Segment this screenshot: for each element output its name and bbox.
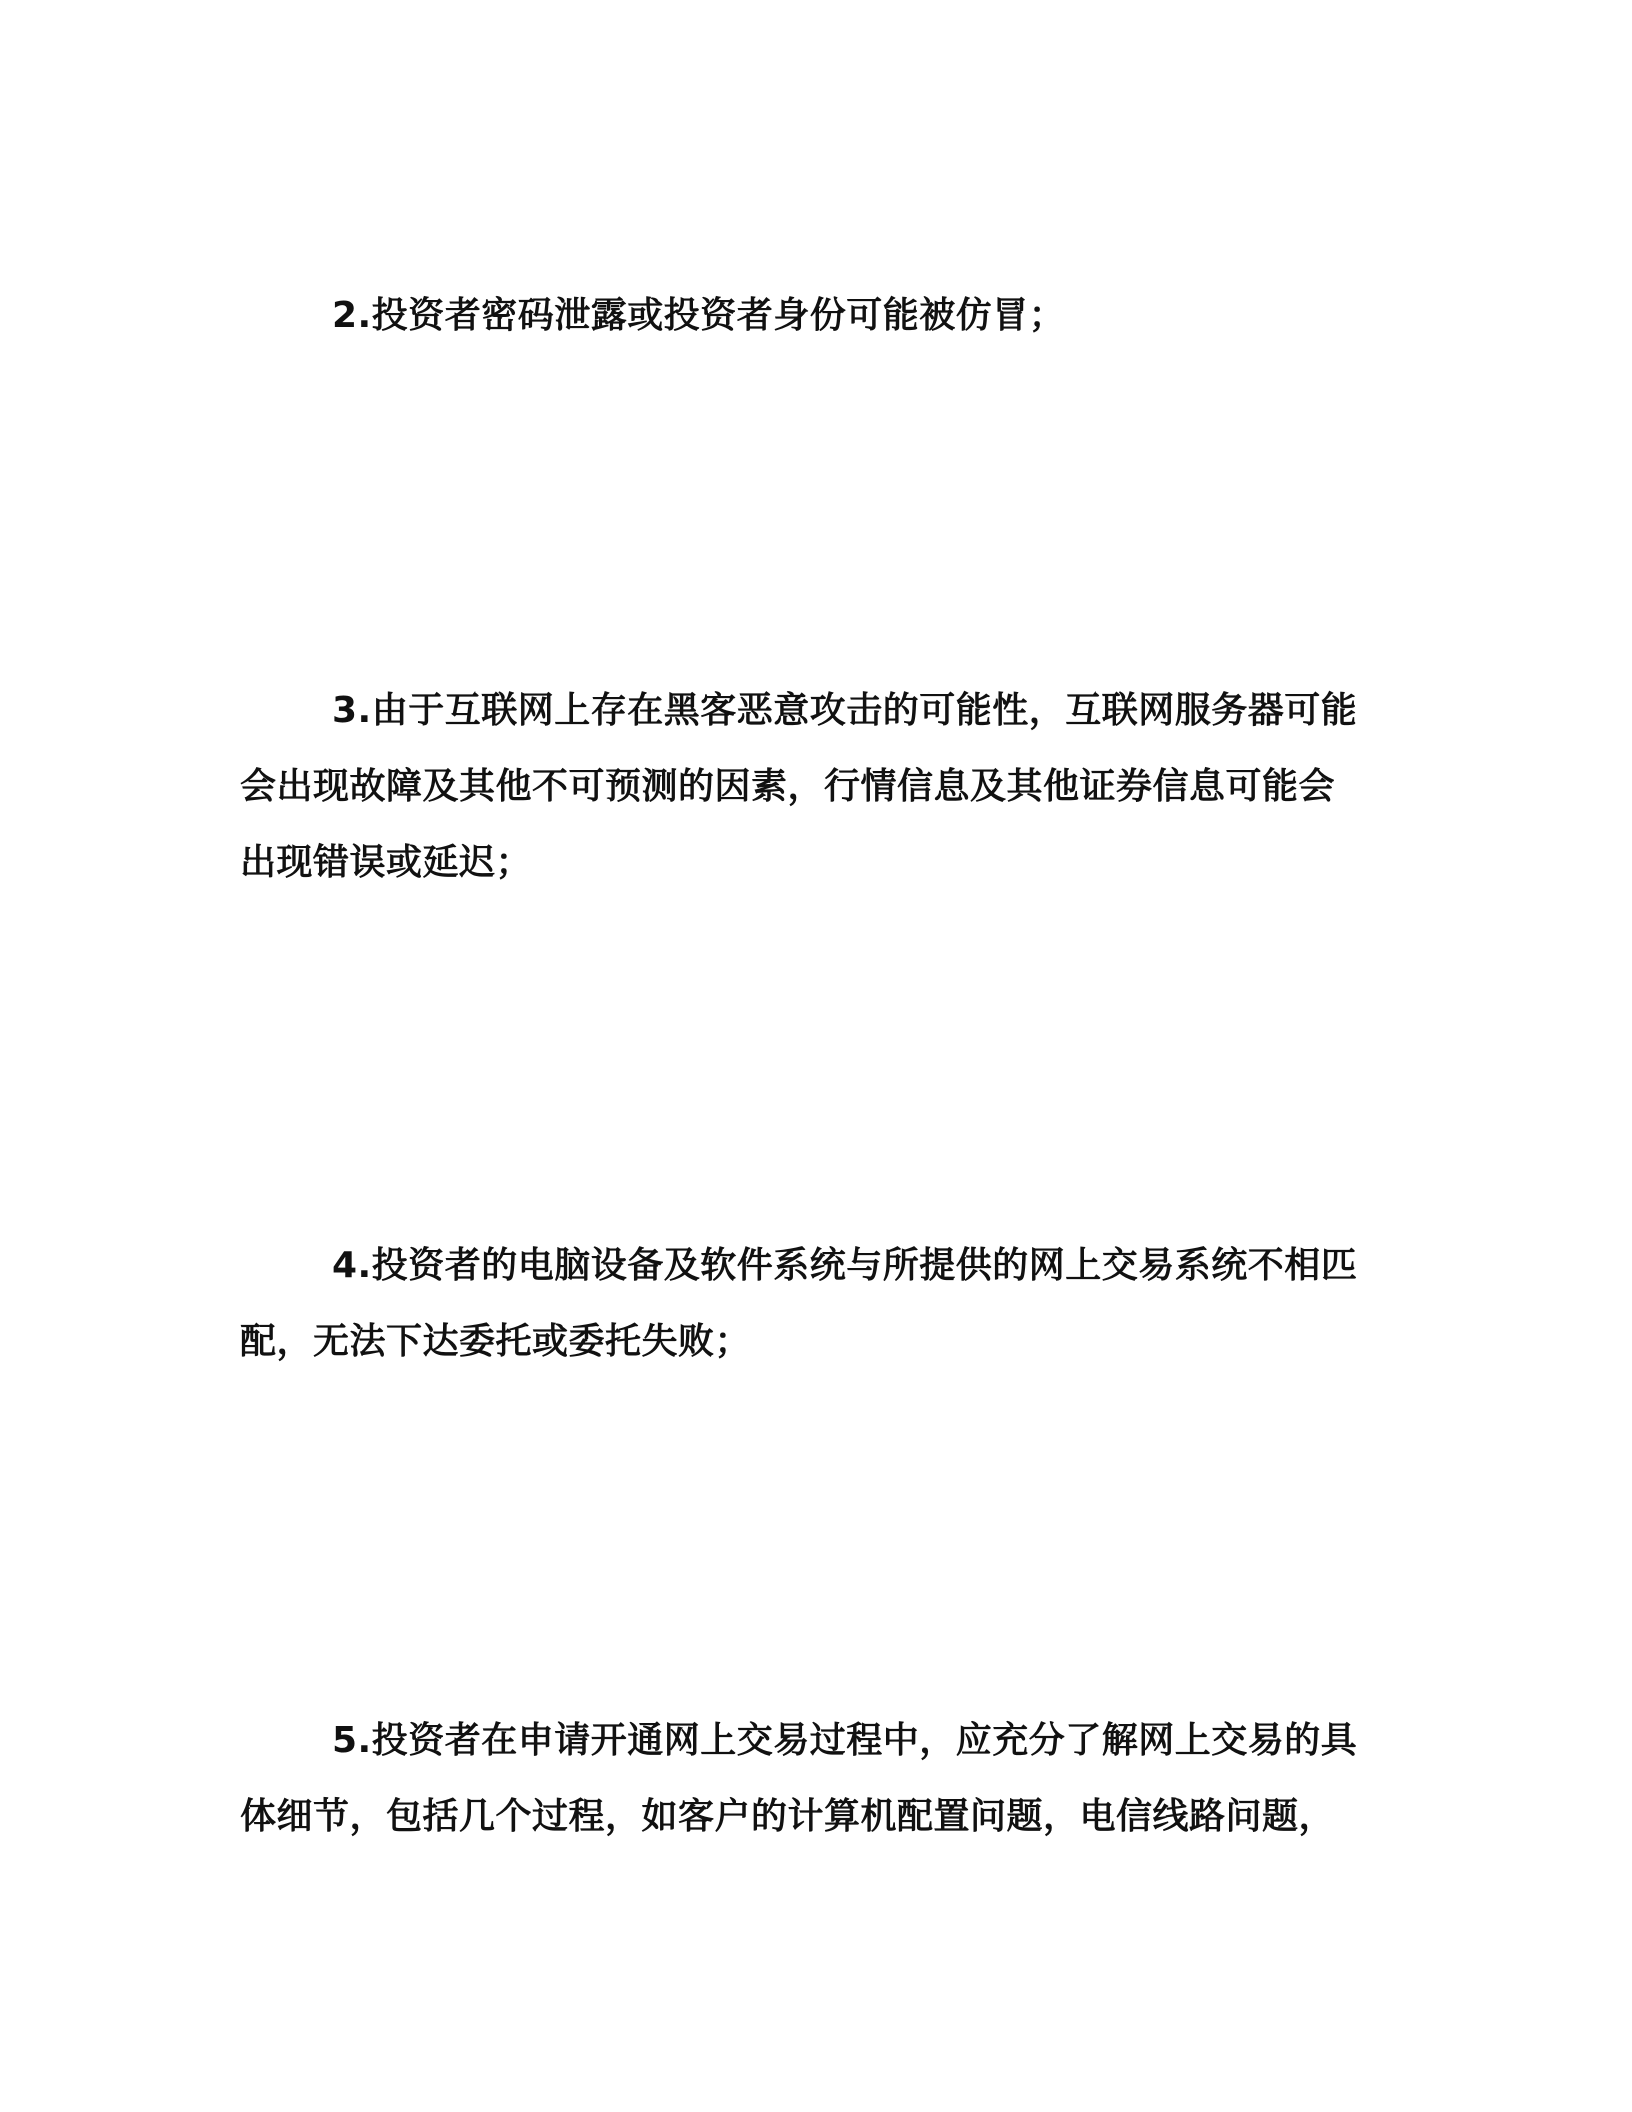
paragraph-item-5: 5.投资者在申请开通网上交易过程中，应充分了解网上交易的具体细节，包括几个过程，如客户的计算机配置问题，电信线路问题， — [240, 1720, 1358, 1837]
paragraph-item-4: 4.投资者的电脑设备及软件系统与所提供的网上交易系统不相匹配，无法下达委托或委托失败； — [240, 1245, 1358, 1362]
paragraph-item-3: 3.由于互联网上存在黑客恶意攻击的可能性，互联网服务器可能会出现故障及其他不可预测的因素，行情信息及其他证券信息可能会出现错误或延迟； — [240, 690, 1358, 883]
paragraph-item-2: 2.投资者密码泄露或投资者身份可能被仿冒； — [332, 295, 1066, 336]
